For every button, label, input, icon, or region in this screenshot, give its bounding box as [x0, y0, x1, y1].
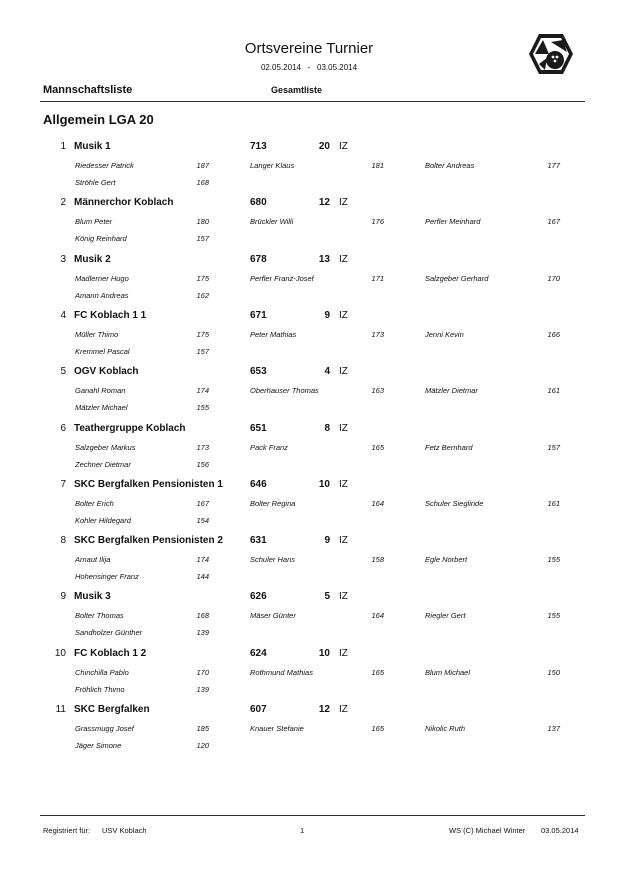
team-mark: IZ: [339, 478, 348, 490]
player-score: 139: [196, 684, 209, 694]
team-name: Männerchor Koblach: [74, 197, 174, 209]
player-score: 174: [196, 555, 209, 565]
team-number: 13: [318, 253, 330, 265]
player-score: 177: [547, 161, 560, 170]
team-score: 646: [250, 478, 267, 490]
team-block: [0, 366, 618, 422]
team-mark: IZ: [339, 253, 348, 265]
team-score: 680: [250, 197, 267, 209]
team-name: Musik 2: [74, 253, 111, 265]
team-rank: 5: [60, 366, 66, 378]
team-number: 9: [324, 309, 330, 321]
bowling-logo-icon: [527, 30, 575, 78]
player-score: 173: [371, 329, 384, 339]
player-name: Langer Klaus: [250, 161, 295, 170]
overall-label: Gesamtliste: [271, 85, 323, 95]
player-name: Pack Franz: [250, 442, 288, 452]
team-name: SKC Bergfalken Pensionisten 2: [74, 535, 223, 547]
team-mark: IZ: [339, 366, 348, 378]
player-score: 154: [196, 515, 209, 525]
player-score: 171: [371, 273, 384, 283]
team-number: 20: [318, 141, 330, 152]
team-rank: 6: [60, 422, 66, 434]
player-score: 175: [196, 273, 209, 283]
player-name: Bolter Andreas: [425, 161, 475, 170]
team-rank: 11: [55, 704, 66, 715]
team-mark: IZ: [339, 535, 348, 547]
player-name: König Reinhard: [75, 234, 127, 244]
player-name: Amann Andreas: [75, 290, 129, 300]
team-mark: IZ: [339, 647, 348, 659]
footer-divider: [40, 815, 585, 816]
team-score: 713: [250, 141, 267, 152]
player-name: Hohensinger Franz: [75, 572, 139, 582]
print-date: 03.05.2014: [541, 826, 579, 835]
player-score: 170: [196, 667, 209, 677]
team-mark: IZ: [339, 422, 348, 434]
player-name: Rothmund Mathias: [250, 667, 313, 677]
player-score: 120: [196, 741, 209, 750]
team-name: SKC Bergfalken Pensionisten 1: [74, 478, 223, 490]
class-heading: Allgemein LGA 20: [43, 112, 154, 127]
player-name: Kremmel Pascal: [75, 346, 130, 356]
team-score: 624: [250, 647, 267, 659]
player-score: 144: [196, 572, 209, 582]
team-rank: 8: [60, 535, 66, 547]
team-score: 607: [250, 704, 267, 715]
player-name: Oberhauser Thomas: [250, 386, 319, 396]
player-name: Riedesser Patrick: [75, 161, 134, 170]
player-score: 161: [547, 386, 560, 396]
player-name: Mätzler Michael: [75, 403, 128, 413]
player-name: Peter Mathias: [250, 329, 297, 339]
player-score: 166: [547, 329, 560, 339]
team-name: FC Koblach 1 1: [74, 309, 147, 321]
player-name: Mätzler Dietmar: [425, 386, 478, 396]
player-score: 155: [547, 611, 560, 621]
player-name: Schuler Sieglinde: [425, 498, 484, 508]
team-name: Teathergruppe Koblach: [74, 422, 186, 434]
date-separator: -: [307, 63, 311, 72]
page-number: 1: [300, 826, 305, 835]
player-name: Knauer Stefanie: [250, 724, 304, 733]
player-name: Madlerner Hugo: [75, 273, 129, 283]
team-mark: IZ: [339, 704, 348, 715]
team-score: 651: [250, 422, 267, 434]
team-name: Musik 3: [74, 591, 111, 603]
team-block: [0, 310, 618, 366]
player-score: 162: [196, 290, 209, 300]
team-mark: IZ: [339, 591, 348, 603]
player-name: Brückler Willi: [250, 217, 294, 227]
player-score: 173: [196, 442, 209, 452]
player-name: Kohler Hildegard: [75, 515, 131, 525]
player-name: Schuler Hans: [250, 555, 296, 565]
player-name: Ströhle Gert: [75, 178, 116, 187]
team-mark: IZ: [339, 309, 348, 321]
team-rank: 3: [60, 253, 66, 265]
player-name: Sandholzer Günther: [75, 628, 143, 638]
player-score: 139: [196, 628, 209, 638]
team-number: 9: [324, 535, 330, 547]
player-name: Nikolic Ruth: [425, 724, 466, 733]
player-name: Ganahl Roman: [75, 386, 126, 396]
player-score: 180: [196, 217, 209, 227]
player-name: Jenni Kevin: [425, 329, 464, 339]
player-score: 164: [371, 498, 384, 508]
team-block: [0, 197, 618, 253]
copyright: WS (C) Michael Winter: [449, 826, 526, 835]
player-score: 175: [196, 329, 209, 339]
team-mark: IZ: [339, 141, 348, 152]
team-rank: 4: [60, 309, 66, 321]
team-number: 12: [318, 197, 330, 209]
team-block: [0, 535, 618, 591]
team-score: 626: [250, 591, 267, 603]
player-score: 156: [196, 459, 209, 469]
document-title: Ortsvereine Turnier: [244, 40, 374, 57]
team-rank: 1: [60, 141, 66, 152]
player-name: Blum Michael: [425, 667, 471, 677]
header-divider: [40, 101, 585, 102]
player-score: 155: [547, 555, 560, 565]
registered-club: USV Koblach: [102, 826, 147, 835]
team-block: [0, 704, 618, 760]
player-score: 158: [371, 555, 384, 565]
player-score: 167: [196, 498, 209, 508]
team-score: 678: [250, 253, 267, 265]
player-score: 170: [547, 273, 560, 283]
player-score: 161: [547, 498, 560, 508]
team-mark: IZ: [339, 197, 348, 209]
player-name: Salzgeber Gerhard: [425, 273, 489, 283]
team-block: [0, 141, 618, 197]
team-score: 653: [250, 366, 267, 378]
player-score: 168: [196, 611, 209, 621]
player-name: Bolter Thomas: [75, 611, 124, 621]
player-name: Salzgeber Markus: [75, 442, 136, 452]
player-name: Fröhlich Thimo: [75, 684, 125, 694]
team-block: [0, 648, 618, 704]
player-name: Blum Peter: [75, 217, 113, 227]
player-name: Mäser Günter: [250, 611, 296, 621]
team-number: 12: [318, 704, 330, 715]
player-score: 165: [371, 442, 384, 452]
player-score: 150: [547, 667, 560, 677]
date-range: [0, 63, 618, 72]
player-score: 155: [196, 403, 209, 413]
list-label: Mannschaftsliste: [43, 84, 133, 96]
player-score: 157: [196, 234, 209, 244]
player-name: Zechner Dietmar: [75, 459, 131, 469]
team-number: 5: [324, 591, 330, 603]
player-score: 185: [196, 724, 209, 733]
player-score: 137: [547, 724, 560, 733]
player-score: 157: [547, 442, 560, 452]
team-block: [0, 423, 618, 479]
team-rank: 7: [60, 478, 66, 490]
player-name: Chinchilla Pablo: [75, 667, 129, 677]
player-name: Perfler Meinhard: [425, 217, 481, 227]
team-block: [0, 254, 618, 310]
player-score: 181: [371, 161, 384, 170]
player-name: Riegler Gert: [425, 611, 466, 621]
player-score: 165: [371, 667, 384, 677]
player-name: Perfler Franz-Josef: [250, 273, 314, 283]
player-score: 176: [371, 217, 384, 227]
team-number: 10: [318, 647, 330, 659]
player-name: Fetz Bernhard: [425, 442, 473, 452]
team-score: 631: [250, 535, 267, 547]
team-rank: 9: [60, 591, 66, 603]
team-name: FC Koblach 1 2: [74, 647, 147, 659]
registered-label: Registriert für:: [43, 826, 91, 835]
team-score: 671: [250, 309, 267, 321]
player-name: Arnaut Ilija: [75, 555, 111, 565]
player-score: 187: [196, 161, 209, 170]
player-score: 165: [371, 724, 384, 733]
player-score: 157: [196, 346, 209, 356]
player-score: 168: [196, 178, 209, 187]
player-name: Bolter Regina: [250, 498, 296, 508]
team-rank: 10: [54, 647, 66, 659]
team-block: [0, 591, 618, 647]
player-name: Müller Thimo: [75, 329, 119, 339]
team-name: SKC Bergfalken: [74, 704, 150, 715]
team-name: OGV Koblach: [74, 366, 139, 378]
player-score: 164: [371, 611, 384, 621]
team-name: Musik 1: [74, 141, 111, 152]
player-name: Egle Norbert: [425, 555, 468, 565]
date-to: 03.05.2014: [317, 63, 358, 72]
player-score: 163: [371, 386, 384, 396]
team-number: 8: [324, 422, 330, 434]
player-name: Jäger Simone: [75, 741, 122, 750]
team-number: 4: [324, 366, 330, 378]
player-score: 174: [196, 386, 209, 396]
player-score: 167: [547, 217, 560, 227]
team-number: 10: [318, 478, 330, 490]
date-from: 02.05.2014: [260, 63, 301, 72]
team-rank: 2: [60, 197, 66, 209]
team-block: [0, 479, 618, 535]
player-name: Bolter Erich: [75, 498, 114, 508]
player-name: Grassmugg Josef: [75, 724, 134, 733]
